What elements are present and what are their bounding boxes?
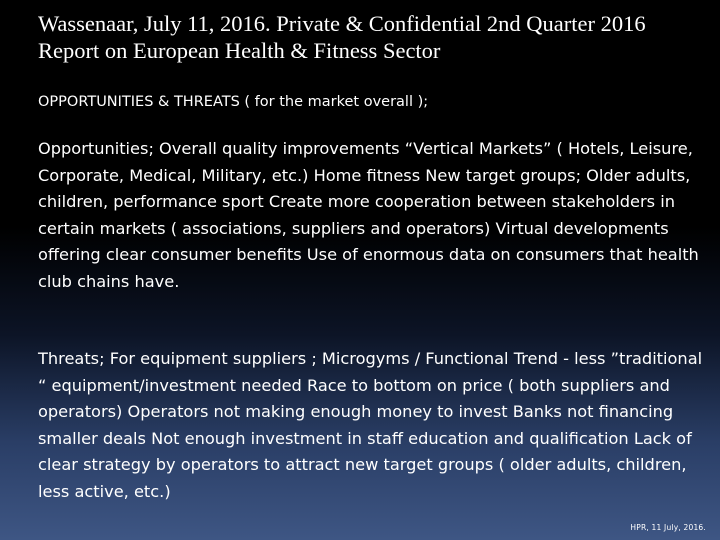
opportunities-paragraph: Opportunities; Overall quality improvements “Vertical Markets” ( Hotels, Leisure, Corporate, Medical, Military, etc.) Home fitness New target groups; Older adults, children, performance sport Create more cooperation between stakeholders in certain markets ( associations, suppliers and operators) Virtual developments offering clear consumer benefits Use of enormous data on consumers that health club chains have. xyxy=(38,139,699,291)
section-heading: OPPORTUNITIES & THREATS ( for the market overall ); xyxy=(38,94,429,110)
footer-text: HPR, 11 July, 2016. xyxy=(630,523,706,532)
threats-paragraph: Threats; For equipment suppliers ; Microgyms / Functional Trend - less ”traditional “ equipment/investment needed Race to bottom on price ( both suppliers and operators) Operators not making enough money to invest Banks not financing smaller deals Not enough investment in staff education and qualification Lack of clear strategy by operators to attract new target groups ( older adults, children, less active, etc.) xyxy=(38,349,703,501)
slide-title: Wassenaar, July 11, 2016. Private & Confidential 2nd Quarter 2016 Report on European Health & Fitness Sector xyxy=(38,11,646,63)
